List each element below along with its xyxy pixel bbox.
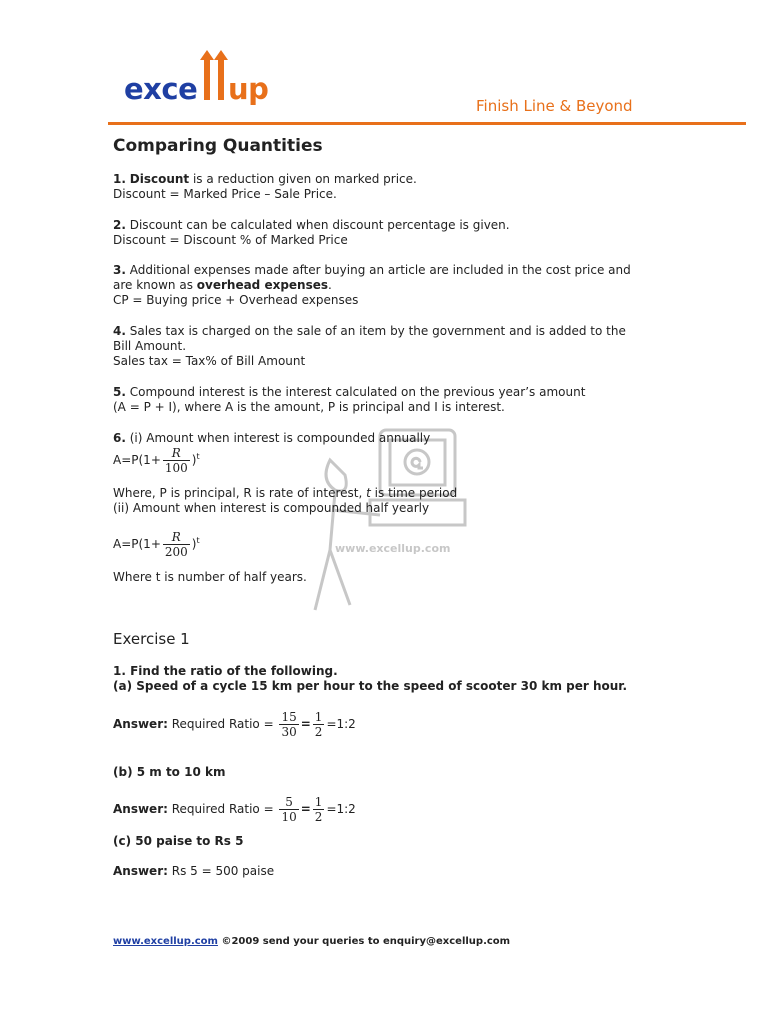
note-4-line-3: Sales tax = Tax% of Bill Amount: [113, 354, 306, 368]
note-2-line-2: Discount = Discount % of Marked Price: [113, 233, 348, 247]
answer-c: Answer: Rs 5 = 500 paise: [113, 864, 275, 878]
exercise-title: Exercise 1: [113, 630, 190, 648]
exercise-question-c: (c) 50 paise to Rs 5: [113, 834, 244, 848]
formula-annual: A=P(1+ $\frac{R}{100}$ )$^t$: [113, 446, 200, 475]
exercise-question-b: (b) 5 m to 10 km: [113, 765, 226, 779]
note-5-line-1: 5. Compound interest is the interest calculated on the previous year’s amount: [113, 385, 586, 399]
note-4-line-2: Bill Amount.: [113, 339, 187, 353]
formula-half-yearly-note: Where t is number of half years.: [113, 570, 307, 584]
footer-website-link[interactable]: www.excellup.com: [113, 936, 218, 947]
formula-annual-note: Where, P is principal, R is rate of interest, t is time period: [113, 486, 458, 500]
fraction-r-100: $\frac{R}{100}$: [164, 446, 188, 475]
watermark-text: www.excellup.com: [335, 542, 451, 555]
note-1-line-1: 1. Discount is a reduction given on marked price.: [113, 172, 417, 186]
exercise-question-a: (a) Speed of a cycle 15 km per hour to the speed of scooter 30 km per hour.: [113, 679, 628, 693]
answer-a: Answer: Required Ratio = $\frac{15}{30}$ = $\frac{1}{2}$ =1:2: [113, 710, 356, 739]
exercise-question-1: 1. Find the ratio of the following.: [113, 664, 338, 678]
note-1-line-2: Discount = Marked Price – Sale Price.: [113, 187, 337, 201]
logo-arrows-icon: [200, 50, 228, 102]
tagline: Finish Line & Beyond: [476, 97, 633, 115]
half-yearly-line: (ii) Amount when interest is compounded half yearly: [113, 501, 430, 515]
footer: [113, 936, 510, 947]
note-3-line-3: CP = Buying price + Overhead expenses: [113, 293, 359, 307]
note-4-line-1: 4. Sales tax is charged on the sale of an item by the government and is added to the: [113, 324, 626, 338]
note-3-line-2: are known as overhead expenses.: [113, 278, 332, 292]
note-3-line-1: 3. Additional expenses made after buying an article are included in the cost price and: [113, 263, 631, 277]
fraction-r-200: $\frac{R}{200}$: [164, 530, 188, 559]
formula-half-yearly: A=P(1+ $\frac{R}{200}$ )$^t$: [113, 530, 200, 559]
header-rule: [108, 122, 746, 125]
page-title: Comparing Quantities: [113, 136, 323, 156]
logo-text-right: up: [228, 72, 269, 106]
note-2-line-1: 2. Discount can be calculated when discount percentage is given.: [113, 218, 510, 232]
watermark-computer-figure-icon: [290, 420, 490, 630]
note-6-line-1: 6. (i) Amount when interest is compounded annually: [113, 431, 431, 445]
logo-text-left: exce: [124, 72, 198, 106]
answer-b: Answer: Required Ratio = $\frac{5}{10}$ = $\frac{1}{2}$ =1:2: [113, 795, 356, 824]
footer-text: ©2009 send your queries to enquiry@excellup.com: [217, 936, 511, 947]
note-5-line-2: (A = P + I), where A is the amount, P is principal and I is interest.: [113, 400, 505, 414]
